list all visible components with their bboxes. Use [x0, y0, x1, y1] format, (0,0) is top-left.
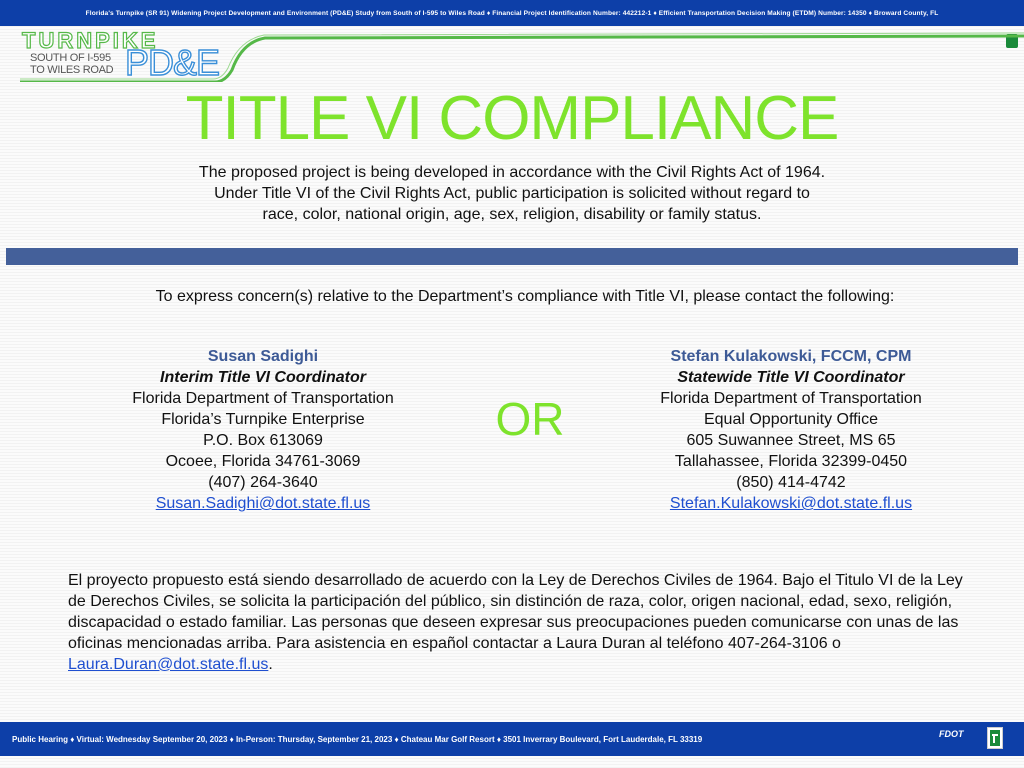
- project-logo: [20, 30, 1024, 82]
- contact-phone: (850) 414-4742: [736, 474, 846, 491]
- contact-email-link[interactable]: Stefan.Kulakowski@dot.state.fl.us: [669, 495, 913, 512]
- contact-line: Florida Department of Transportation: [660, 390, 922, 407]
- contact-line: Florida Department of Transportation: [132, 390, 394, 407]
- contact-name: Stefan Kulakowski, FCCM, CPM: [670, 348, 912, 365]
- fdot-logo: FDOT: [939, 729, 964, 739]
- turnpike-sign-icon: [988, 728, 1002, 748]
- logo-turnpike-text: TURNPIKE: [22, 28, 159, 53]
- section-divider: [6, 248, 1018, 265]
- intro-line: The proposed project is being developed in accordance with the Civil Rights Act of 1964.: [198, 164, 826, 181]
- spanish-paragraph: [68, 570, 980, 675]
- spanish-text: El proyecto propuesto está siendo desarrollado de acuerdo con la Ley de Derechos Civiles de 1964. Bajo el Titulo VI de la Ley de Derechos Civiles, se solicita la participación del público, sin distinción de raza, color, origen nacional, edad, sexo, religión, discapacidad o estado familiar. Las personas que deseen expresar sus preocupaciones pueden comunicarse con unas de las oficinas mencionadas arriba. Para asistencia en español contactar a Laura Duran al teléfono 407-264-3106 o: [68, 572, 963, 652]
- intro-paragraph: [100, 162, 924, 225]
- contact-name: Susan Sadighi: [207, 348, 319, 365]
- logo-location-text: [30, 52, 113, 76]
- page-title: TITLE VI COMPLIANCE: [185, 84, 839, 153]
- contact-line: P.O. Box 613069: [203, 432, 323, 449]
- contact-email-link[interactable]: Susan.Sadighi@dot.state.fl.us: [155, 495, 371, 512]
- intro-line: race, color, national origin, age, sex, religion, disability or family status.: [262, 206, 762, 223]
- contact-line: Ocoee, Florida 34761-3069: [165, 453, 361, 470]
- bottom-banner: [0, 722, 1024, 756]
- contact-line: 605 Suwannee Street, MS 65: [686, 432, 896, 449]
- logo-location-line2: TO WILES ROAD: [30, 64, 114, 76]
- contact-intro-text: To express concern(s) relative to the Department’s compliance with Title VI, please contact the following:: [155, 288, 895, 305]
- logo-location-line1: SOUTH OF I-595: [30, 52, 111, 64]
- logo-pde-text: PD&E: [125, 42, 220, 83]
- or-separator: OR: [495, 393, 565, 445]
- contact-card-kulakowski: [611, 346, 971, 514]
- top-banner: [0, 0, 1024, 26]
- hearing-info-text: Public Hearing ♦ Virtual: Wednesday September 20, 2023 ♦ In-Person: Thursday, September 21, 2023 ♦ Chateau Mar Golf Resort ♦ 3501 Inverrary Boulevard, Fort Lauderdale, FL 33319: [12, 734, 703, 744]
- intro-line: Under Title VI of the Civil Rights Act, public participation is solicited without regard to: [214, 185, 810, 202]
- contact-role: Statewide Title VI Coordinator: [677, 369, 905, 386]
- contact-phone: (407) 264-3640: [208, 474, 318, 491]
- contact-line: Florida’s Turnpike Enterprise: [161, 411, 365, 428]
- contact-line: Tallahassee, Florida 32399-0450: [674, 453, 908, 470]
- top-banner-text: Florida's Turnpike (SR 91) Widening Project Development and Environment (PD&E) Study from South of I-595 to Wiles Road ♦ Financial Project Identification Number: 442212-1 ♦ Efficient Transportation Decision Making (ETDM) Number: 14350 ♦ Broward County, FL: [85, 9, 939, 17]
- contact-role: Interim Title VI Coordinator: [160, 369, 366, 386]
- contact-card-sadighi: [83, 346, 443, 514]
- florida-turnpike-icon: [987, 727, 1003, 749]
- contact-line: Equal Opportunity Office: [703, 411, 879, 428]
- spanish-email-link[interactable]: Laura.Duran@dot.state.fl.us: [68, 656, 269, 673]
- spanish-trailing: .: [268, 656, 273, 673]
